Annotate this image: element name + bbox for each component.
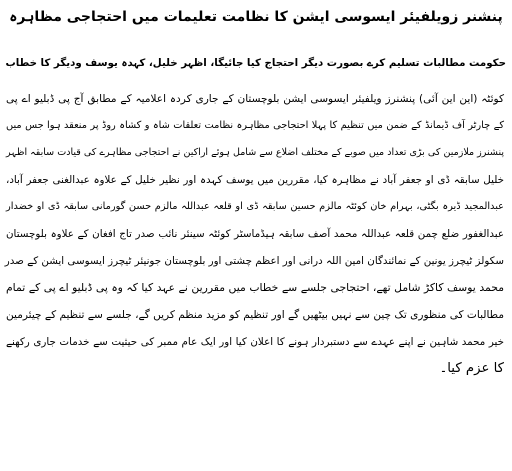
headline: پنشنر زویلفیئر ایسوسی ایشن کا نظامت تعلیمات میں احتجاجی مظاہرہ (9, 9, 503, 25)
body-line: عبدالغفور ضلع چمن قلعہ عبداللہ محمد آصف سابقہ ہیڈماسٹر کوئٹہ سینئر نائب صدر تاج افغان کے علاوہ بلوچستان (6, 228, 504, 240)
body-line: کا عزم کیا۔ (439, 361, 504, 376)
body-line: عبدالمجید ڈیرہ بگٹی، بہرام خان کوئٹہ مالزم حسین سابقہ ڈی او قلعہ عبداللہ مالزم حسن گورمانی سابقہ ڈی او خضدار (6, 201, 504, 212)
body-line: مطالبات کی منظوری تک چین سے نہیں بیٹھیں گے اور تنظیم کو مزید منظم کریں گے، جلسے سے تنظیم کے چیئرمین (6, 309, 504, 321)
body-line: کوئٹہ (این این آئی) پنشنرز ویلفیئر ایسوسی ایشن بلوچستان کے جاری کردہ اعلامیہ کے مطابق آج پی ڈبلیو اے پی (6, 93, 504, 105)
subheadline: حکومت مطالبات تسلیم کرے بصورت دیگر احتجاج کیا جائیگا، اظہر خلیل، کہدہ یوسف ودیگر کا خطاب (5, 57, 506, 69)
body-line: محمد یوسف کاکڑ شامل تھے، احتجاجی جلسے سے خطاب میں مقررین نے عہد کیا کہ وہ پی ڈبلیو اے پی کے تمام (6, 281, 504, 294)
body-line: خیر محمد شاہین نے اپنے عہدے سے دستبردار ہونے کا اعلان کیا اور ایک عام ممبر کی حیثیت سے خدمات جاری رکھنے (6, 336, 504, 348)
body-line: سکولز ٹیچرز یونین کے نمائندگان امین اللہ درانی اور اعظم چشتی اور بلوچستان جونیئر ٹیچرز ایسوسی ایشن کے صدر (4, 255, 504, 267)
body-line: کے چارٹر آف ڈیمانڈ کے ضمن میں تنظیم کا پہلا احتجاجی مظاہرہ نظامت تعلقات شاہ و کشاہ روڈ پر منعقد ہوا جس میں (6, 120, 504, 131)
body-line: خلیل سابقہ ڈی او جعفر آباد نے مظاہرہ کیا، مقررین میں یوسف کہدہ اور نظیر خلیل کے علاوہ عبدالغنی جعفر آباد، (6, 174, 504, 186)
body-line: پنشنرز ملازمین کی بڑی تعداد میں صوبے کے مختلف اضلاع سے شامل ہوئے اراکین نے احتجاجی مظاہرے کی قیادت سابقہ اظہر (6, 147, 504, 158)
